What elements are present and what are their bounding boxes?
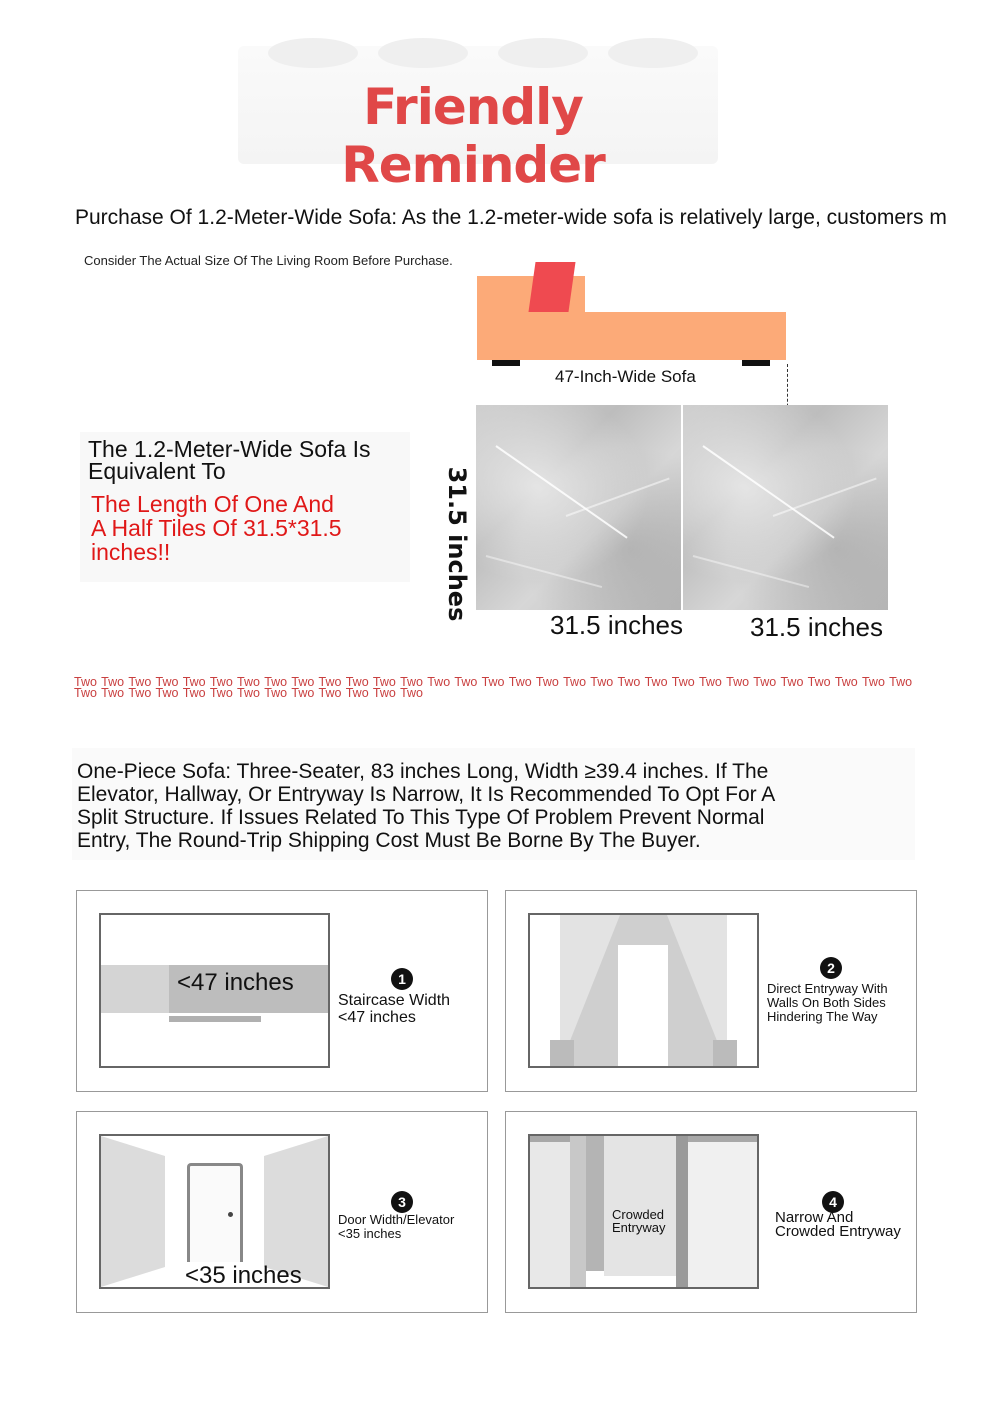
sofa-leg	[492, 360, 520, 366]
info-panel-door	[76, 1111, 488, 1313]
sofa-width-label: 47-Inch-Wide Sofa	[555, 367, 696, 386]
cloud-decoration	[498, 38, 588, 68]
sofa-leg	[742, 360, 770, 366]
panel-caption: Staircase Width <47 inches	[338, 992, 451, 1026]
floor-tile	[476, 405, 681, 610]
panel-caption: Direct Entryway With Walls On Both Sides Hindering The Way	[767, 981, 888, 1024]
sofa-pillow	[528, 262, 575, 312]
step-number-badge: 2	[820, 957, 842, 979]
step-number-badge: 4	[822, 1191, 844, 1213]
door-illustration	[99, 1134, 330, 1289]
panel-caption: Door Width/Elevator <35 inches	[338, 1212, 455, 1241]
crowded-entryway-illustration	[528, 1134, 759, 1289]
staircase-illustration	[99, 913, 330, 1068]
equivalence-text: The 1.2-Meter-Wide Sofa Is Equivalent To	[88, 436, 371, 484]
page-title: Friendly Reminder	[341, 78, 605, 194]
filler-text: Two Two Two Two Two Two Two Two Two Two Two Two Two Two Two Two Two Two Two Two Two Two Two Two Two Two Two Two Two Two Two Two Two Two Two Two Two Two Two Two Two Two Two Two	[74, 675, 913, 700]
cloud-decoration	[608, 38, 698, 68]
cloud-decoration	[268, 38, 358, 68]
step-number-badge: 3	[391, 1191, 413, 1213]
tile-width-label: 31.5 inches	[550, 610, 683, 640]
purchase-note: Purchase Of 1.2-Meter-Wide Sofa: As the 1.2-meter-wide sofa is relatively large, customers m	[75, 206, 947, 229]
info-panel-entryway	[505, 890, 917, 1092]
panel-caption: Narrow And Crowded Entryway	[775, 1209, 901, 1240]
cloud-decoration	[378, 38, 468, 68]
door-width-label: <35 inches	[185, 1262, 302, 1289]
info-panel-crowded	[505, 1111, 917, 1313]
entryway-walls-illustration	[528, 913, 759, 1068]
step-number-badge: 1	[391, 968, 413, 990]
sofa-seat-cutout	[585, 264, 795, 312]
shipping-note: One-Piece Sofa: Three-Seater, 83 inches Long, Width ≥39.4 inches. If The Elevator, Hallway, Or Entryway Is Narrow, It Is Recommended To Opt For A Split Structure. If Issues Related To This Type Of Problem Prevent Normal Entry, The Round-Trip Shipping Cost Must Be Borne By The Buyer.	[77, 760, 775, 852]
tiles-highlight-text: The Length Of One And A Half Tiles Of 31.5*31.5 inches!!	[91, 491, 342, 565]
staircase-width-label: <47 inches	[177, 969, 294, 996]
info-panel-staircase	[76, 890, 488, 1092]
crowded-entryway-label: Crowded Entryway	[612, 1207, 666, 1235]
floor-tile	[683, 405, 888, 610]
tile-height-label: 31.5 inches	[443, 466, 471, 622]
consider-note: Consider The Actual Size Of The Living Room Before Purchase.	[84, 253, 453, 268]
tile-width-label: 31.5 inches	[750, 612, 883, 642]
